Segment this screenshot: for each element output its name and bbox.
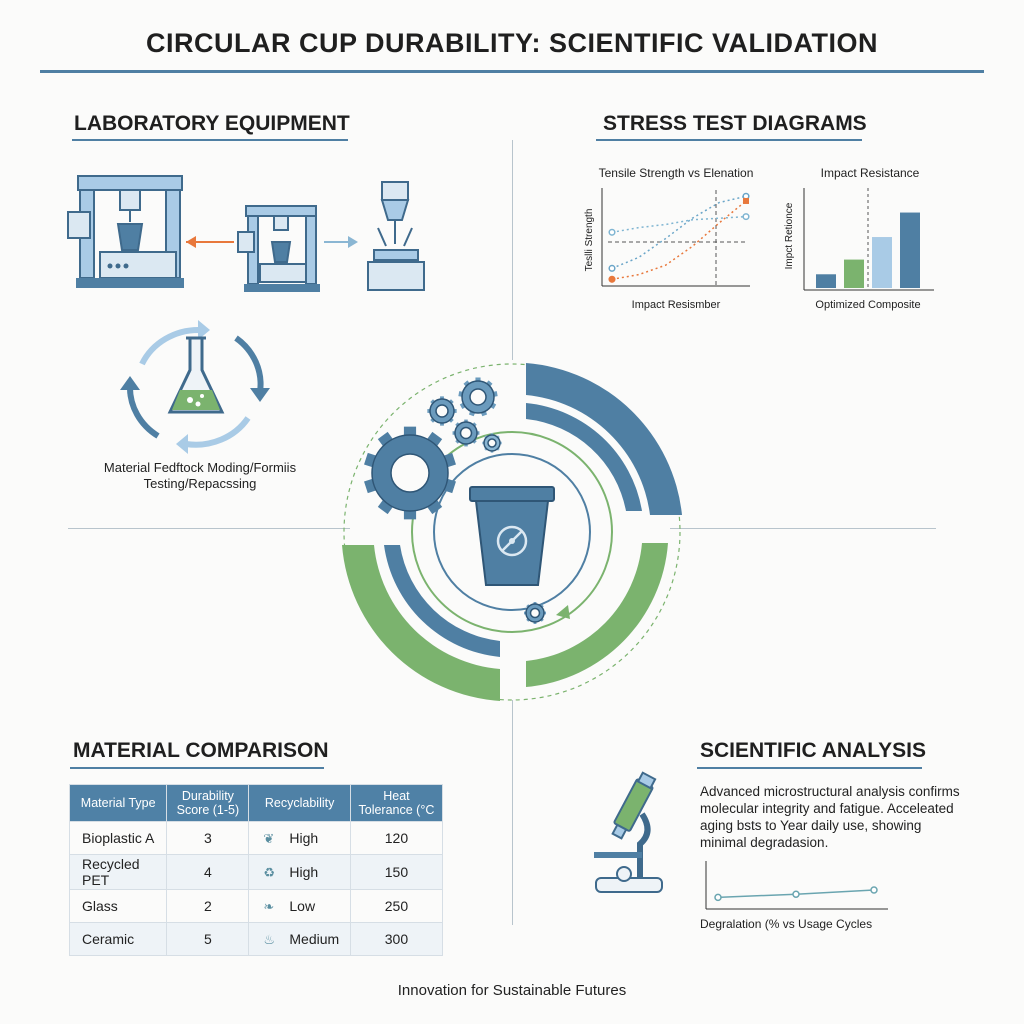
tensile-chart-title: Tensile Strength vs Elenation — [598, 166, 754, 180]
page-title: CIRCULAR CUP DURABILITY: SCIENTIFIC VALIDATION — [146, 28, 878, 58]
vertical-divider-top — [512, 140, 513, 360]
footer-tagline: Innovation for Sustainable Futures — [397, 982, 627, 999]
cell-score: 3 — [167, 822, 249, 855]
data-point — [743, 214, 749, 220]
gear-icon — [453, 420, 480, 447]
cycle-caption-line1: Material Fedftock Moding/Formiis — [103, 460, 297, 475]
data-point — [871, 887, 877, 893]
cell-heat: 120 — [350, 822, 442, 855]
section-title-stress: STRESS TEST DIAGRAMS — [603, 112, 867, 135]
table-row — [70, 923, 443, 956]
degradation-chart — [698, 855, 898, 940]
ring-arrow-icon — [556, 605, 570, 619]
data-point — [609, 266, 615, 272]
section-title-lab: LABORATORY EQUIPMENT — [74, 112, 350, 135]
header-material-type: Material Type — [70, 785, 167, 822]
gear-small-icon — [482, 433, 502, 453]
lab-equipment-illustration — [60, 170, 440, 300]
header-recyclability: Recyclability — [249, 785, 350, 822]
data-point — [609, 277, 615, 283]
leaf-icon: ❧ — [263, 898, 275, 914]
data-point — [715, 894, 721, 900]
impact-chart-title: Impact Resistance — [820, 166, 920, 180]
recyclability-value: Medium — [289, 930, 340, 947]
tensile-chart — [578, 160, 768, 318]
recycle-icon: ♻ — [263, 864, 276, 880]
impact-chart-ylabel: Impct Retionce — [784, 202, 795, 270]
cell-material: Recycled PET — [70, 855, 167, 890]
green-arc-right — [526, 543, 668, 687]
data-point — [743, 198, 749, 204]
section-rule-analysis — [697, 767, 922, 769]
cell-recyclability — [249, 890, 350, 923]
analysis-paragraph: Advanced microstructural analysis confirms molecular integrity and fatigue. Acceleated aging bsts to Year daily use, showing minimal degradasion. — [700, 784, 960, 850]
material-comparison-table — [69, 784, 443, 956]
recyclability-value: High — [289, 863, 319, 880]
testing-machine-large-icon — [68, 176, 184, 288]
cell-material: Ceramic — [70, 923, 167, 956]
gear-small-icon — [524, 602, 546, 624]
series-line-1 — [612, 201, 746, 279]
table-row — [70, 855, 443, 890]
title-divider — [40, 70, 984, 73]
cell-heat: 150 — [350, 855, 442, 890]
gear-icon — [458, 377, 497, 416]
cup-icon — [470, 487, 554, 585]
series-line-2 — [612, 217, 746, 233]
flame-icon: ♨ — [263, 931, 276, 947]
tensile-plot-area — [609, 193, 749, 282]
table-row — [70, 822, 443, 855]
cycle-arrow-icon — [236, 338, 261, 392]
cell-material: Bioplastic A — [70, 822, 167, 855]
tensile-chart-xlabel: Impact Resismber — [631, 299, 721, 311]
cell-recyclability — [249, 855, 350, 890]
testing-machine-small-icon — [238, 206, 320, 292]
section-title-analysis: SCIENTIFIC ANALYSIS — [700, 739, 926, 762]
table-row — [70, 890, 443, 923]
section-rule-materials — [70, 767, 324, 769]
section-rule-stress — [596, 139, 862, 141]
cell-material: Glass — [70, 890, 167, 923]
gear-icon — [427, 396, 456, 425]
header-heat-tolerance: Heat Tolerance (°C — [350, 785, 442, 822]
cell-recyclability — [249, 923, 350, 956]
cell-score: 4 — [167, 855, 249, 890]
bar-4 — [900, 213, 920, 288]
gear-large-icon — [364, 427, 456, 520]
cycle-caption — [70, 460, 330, 492]
bar-1 — [816, 274, 836, 288]
microscope-icon — [584, 770, 674, 900]
flask-icon — [170, 338, 222, 412]
cell-heat: 250 — [350, 890, 442, 923]
section-rule-lab — [72, 139, 348, 141]
data-point — [609, 230, 615, 236]
bar-3 — [872, 237, 892, 288]
leaf-icon: ❦ — [263, 830, 275, 846]
recyclability-value: Low — [289, 897, 316, 914]
degradation-chart-xlabel: Degralation (% vs Usage Cycles — [700, 917, 873, 931]
degradation-plot-area — [715, 887, 877, 900]
table-header-row — [70, 785, 443, 822]
bar-2 — [844, 260, 864, 288]
impact-chart-xlabel: Optimized Composite — [815, 299, 921, 311]
data-point — [793, 891, 799, 897]
vertical-divider-bottom — [512, 700, 513, 925]
green-arc-outer — [342, 545, 500, 701]
recyclability-value: High — [289, 829, 319, 846]
cell-score: 2 — [167, 890, 249, 923]
horizontal-divider-left — [68, 528, 350, 529]
impact-chart — [786, 160, 946, 318]
horizontal-divider-right — [670, 528, 936, 529]
header-durability: Durability Score (1-5) — [167, 785, 249, 822]
material-cycle-diagram — [110, 312, 280, 462]
cell-score: 5 — [167, 923, 249, 956]
press-machine-icon — [368, 182, 424, 290]
cell-recyclability — [249, 822, 350, 855]
section-title-materials: MATERIAL COMPARISON — [73, 739, 329, 762]
cycle-arrow-icon — [186, 418, 248, 445]
cycle-caption-line2: Testing/Repacssing — [143, 476, 257, 491]
cycle-arrow-icon — [130, 386, 158, 436]
cell-heat: 300 — [350, 923, 442, 956]
series-line-0 — [612, 196, 746, 268]
tensile-chart-ylabel: Teslli Strength — [584, 208, 595, 272]
central-circular-diagram — [330, 345, 700, 715]
